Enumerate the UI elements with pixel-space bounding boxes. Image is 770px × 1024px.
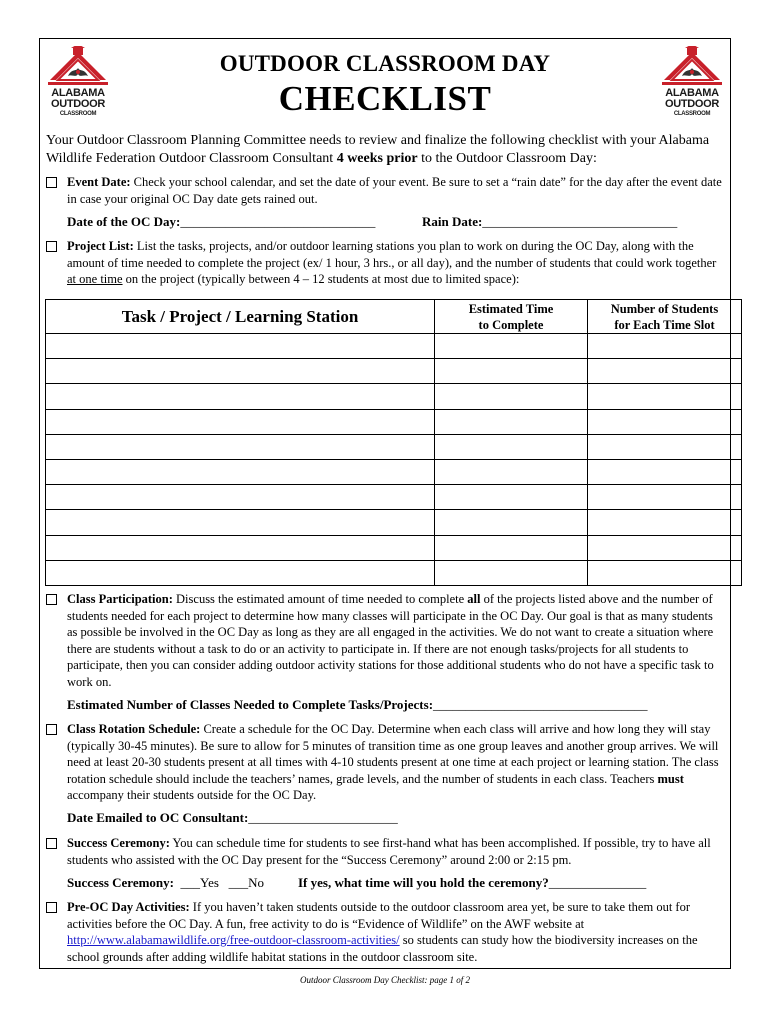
success-ceremony-text: You can schedule time for students to see first-hand what has been accomplished. If possible, try to have all students who assisted with the OC Day present for the “Success Ceremony” around 2:00 or 2:15 pm. <box>67 836 711 867</box>
table-row <box>46 560 742 585</box>
task-cell[interactable] <box>46 510 435 535</box>
students-header-line2: for Each Time Slot <box>614 317 715 332</box>
rain-date-field[interactable] <box>422 214 677 230</box>
logo-text-alabama: ALABAMA <box>51 87 105 99</box>
ceremony-yes-no[interactable]: ___Yes ___No <box>174 875 265 890</box>
students-cell[interactable] <box>588 560 742 585</box>
class-participation-label: Class Participation: <box>67 592 173 606</box>
logo-text-classroom: CLASSROOM <box>59 111 97 117</box>
column-header-time <box>435 300 588 334</box>
intro-text-end: to the Outdoor Classroom Day: <box>417 151 597 166</box>
project-list-text: List the tasks, projects, and/or outdoor learning stations you plan to work on during the OC Day, along with the amount of time needed to complete the project (ex/ 1 hour, 3 hrs., or all day), and the number of students that could work together <box>67 239 717 270</box>
project-list-label: Project List: <box>67 239 134 253</box>
time-cell[interactable] <box>435 359 588 384</box>
table-row <box>46 359 742 384</box>
time-cell[interactable] <box>435 560 588 585</box>
logo-text-alabama: ALABAMA <box>665 87 719 99</box>
success-ceremony-checkbox[interactable] <box>46 838 57 849</box>
logo-text-outdoor: OUTDOOR <box>50 98 106 110</box>
task-table-header <box>46 300 742 334</box>
time-cell[interactable] <box>435 485 588 510</box>
ceremony-time-field[interactable] <box>298 875 646 891</box>
page-footer: Outdoor Classroom Day Checklist: page 1 of 2 <box>300 975 470 985</box>
date-emailed-blank[interactable]: _______________________ <box>248 810 398 825</box>
column-header-task: Task / Project / Learning Station <box>46 300 435 334</box>
oc-day-label: Date of the OC Day: <box>67 214 181 229</box>
students-cell[interactable] <box>588 459 742 484</box>
table-row <box>46 459 742 484</box>
students-cell[interactable] <box>588 334 742 359</box>
table-row <box>46 485 742 510</box>
ceremony-time-question: If yes, what time will you hold the ceremony? <box>298 875 549 890</box>
task-cell[interactable] <box>46 434 435 459</box>
classes-needed-field[interactable] <box>67 697 648 713</box>
students-cell[interactable] <box>588 485 742 510</box>
rotation-schedule-text: Create a schedule for the OC Day. Determine when each class will arrive and how long they will stay (typically 30-45 minutes). Be sure to allow for 5 minutes of transition time as one group leaves and another group arrives. We will need at least 20-30 students present at all times with 4-10 students present at one time at each project or learning station. The class rotation schedule should include the teachers’ names, grade levels, and the number of students in each class. Teachers <box>67 722 719 786</box>
pre-oc-text: If you haven’t taken students outside to the outdoor classroom area yet, be sure to take them out for activities before the OC Day. A fun, free activity to do is “Evidence of Wildlife” on the AWF website at <box>67 900 690 931</box>
class-participation-checkbox[interactable] <box>46 594 57 605</box>
intro-text: Your Outdoor Classroom Planning Committee needs to review and finalize the following checklist with your Alabama Wildlife Federation Outdoor Classroom Consultant <box>46 133 710 166</box>
date-emailed-label: Date Emailed to OC Consultant: <box>67 810 249 825</box>
table-row <box>46 334 742 359</box>
students-cell[interactable] <box>588 409 742 434</box>
ceremony-answer-label: Success Ceremony: <box>67 875 174 890</box>
ceremony-time-blank[interactable]: _______________ <box>548 875 647 890</box>
task-cell[interactable] <box>46 384 435 409</box>
students-cell[interactable] <box>588 535 742 560</box>
class-participation-text: Discuss the estimated amount of time needed to complete <box>172 592 468 606</box>
pre-oc-text-end: so students can study how the biodiversity increases on the school grounds after adding wildlife habitat stations in the outdoor classroom site. <box>67 933 698 964</box>
table-row <box>46 384 742 409</box>
time-header-line1: Estimated Time <box>468 301 554 316</box>
oc-day-blank[interactable]: ______________________________ <box>180 214 376 229</box>
students-header-line1: Number of Students <box>610 301 719 316</box>
success-ceremony-item <box>46 835 726 868</box>
students-cell[interactable] <box>588 384 742 409</box>
students-cell[interactable] <box>588 359 742 384</box>
event-date-item <box>46 174 726 207</box>
task-cell[interactable] <box>46 334 435 359</box>
oc-day-date-field[interactable] <box>67 214 375 230</box>
time-header-line2: to Complete <box>478 317 544 332</box>
logo-text-classroom: CLASSROOM <box>673 111 711 117</box>
time-cell[interactable] <box>435 510 588 535</box>
time-cell[interactable] <box>435 535 588 560</box>
project-list-item <box>46 238 726 288</box>
event-date-text: Check your school calendar, and set the date of your event. Be sure to set a “rain date” for the day after the event date in case your original OC Day date gets rained out. <box>67 175 722 206</box>
rotation-schedule-checkbox[interactable] <box>46 724 57 735</box>
time-cell[interactable] <box>435 334 588 359</box>
event-date-checkbox[interactable] <box>46 177 57 188</box>
intro-emphasis: 4 weeks prior <box>336 151 418 166</box>
success-ceremony-label: Success Ceremony: <box>67 836 170 850</box>
classes-needed-label: Estimated Number of Classes Needed to Complete Tasks/Projects: <box>67 697 434 712</box>
task-cell[interactable] <box>46 560 435 585</box>
class-participation-item <box>46 591 726 690</box>
classes-needed-blank[interactable]: _________________________________ <box>433 697 648 712</box>
rotation-schedule-bold: must <box>657 771 684 786</box>
class-participation-text-end: of the projects listed above and the number of students needed for each project to determine how many classes will participate in the OC Day. Our goal is that as many students as possible be involved in the OC Day as long as they are all engaged in the activities. We do not want to create a situation where there are students without a task to do or an activity to participate in. If there are not enough tasks/projects for all students to participate, then you can consider adding outdoor activity stations for those additional students who do not have a specific task to work on. <box>67 592 714 689</box>
class-participation-bold: all <box>467 592 481 606</box>
page-subtitle: CHECKLIST <box>278 79 492 118</box>
time-cell[interactable] <box>435 409 588 434</box>
pre-oc-label: Pre-OC Day Activities: <box>67 900 190 914</box>
rain-date-blank[interactable]: ______________________________ <box>482 214 678 229</box>
column-header-students <box>588 300 742 334</box>
intro-paragraph <box>46 132 726 168</box>
task-cell[interactable] <box>46 359 435 384</box>
page-title: OUTDOOR CLASSROOM DAY <box>219 51 551 76</box>
task-cell[interactable] <box>46 409 435 434</box>
time-cell[interactable] <box>435 459 588 484</box>
project-list-text-end: on the project (typically between 4 – 12 students at most due to limited space): <box>122 272 520 286</box>
students-cell[interactable] <box>588 434 742 459</box>
pre-oc-item <box>46 899 726 965</box>
rotation-schedule-label: Class Rotation Schedule: <box>67 722 201 736</box>
awf-activities-link[interactable]: http://www.alabamawildlife.org/free-outdoor-classroom-activities/ <box>67 933 400 947</box>
task-table <box>45 299 742 586</box>
rotation-schedule-text-end: accompany their students outside for the OC Day. <box>67 788 317 802</box>
project-list-checkbox[interactable] <box>46 241 57 252</box>
logo-text-outdoor: OUTDOOR <box>664 98 720 110</box>
table-row <box>46 409 742 434</box>
project-list-underlined: at one time <box>67 272 123 286</box>
event-date-label: Event Date: <box>67 175 131 189</box>
table-row <box>46 535 742 560</box>
success-ceremony-answer[interactable] <box>67 875 264 891</box>
table-row <box>46 434 742 459</box>
pre-oc-checkbox[interactable] <box>46 902 57 913</box>
task-cell[interactable] <box>46 459 435 484</box>
rotation-schedule-item <box>46 721 726 804</box>
time-cell[interactable] <box>435 434 588 459</box>
task-cell[interactable] <box>46 485 435 510</box>
students-cell[interactable] <box>588 510 742 535</box>
rain-date-label: Rain Date: <box>422 214 483 229</box>
time-cell[interactable] <box>435 384 588 409</box>
task-cell[interactable] <box>46 535 435 560</box>
table-row <box>46 510 742 535</box>
date-emailed-field[interactable] <box>67 810 398 826</box>
